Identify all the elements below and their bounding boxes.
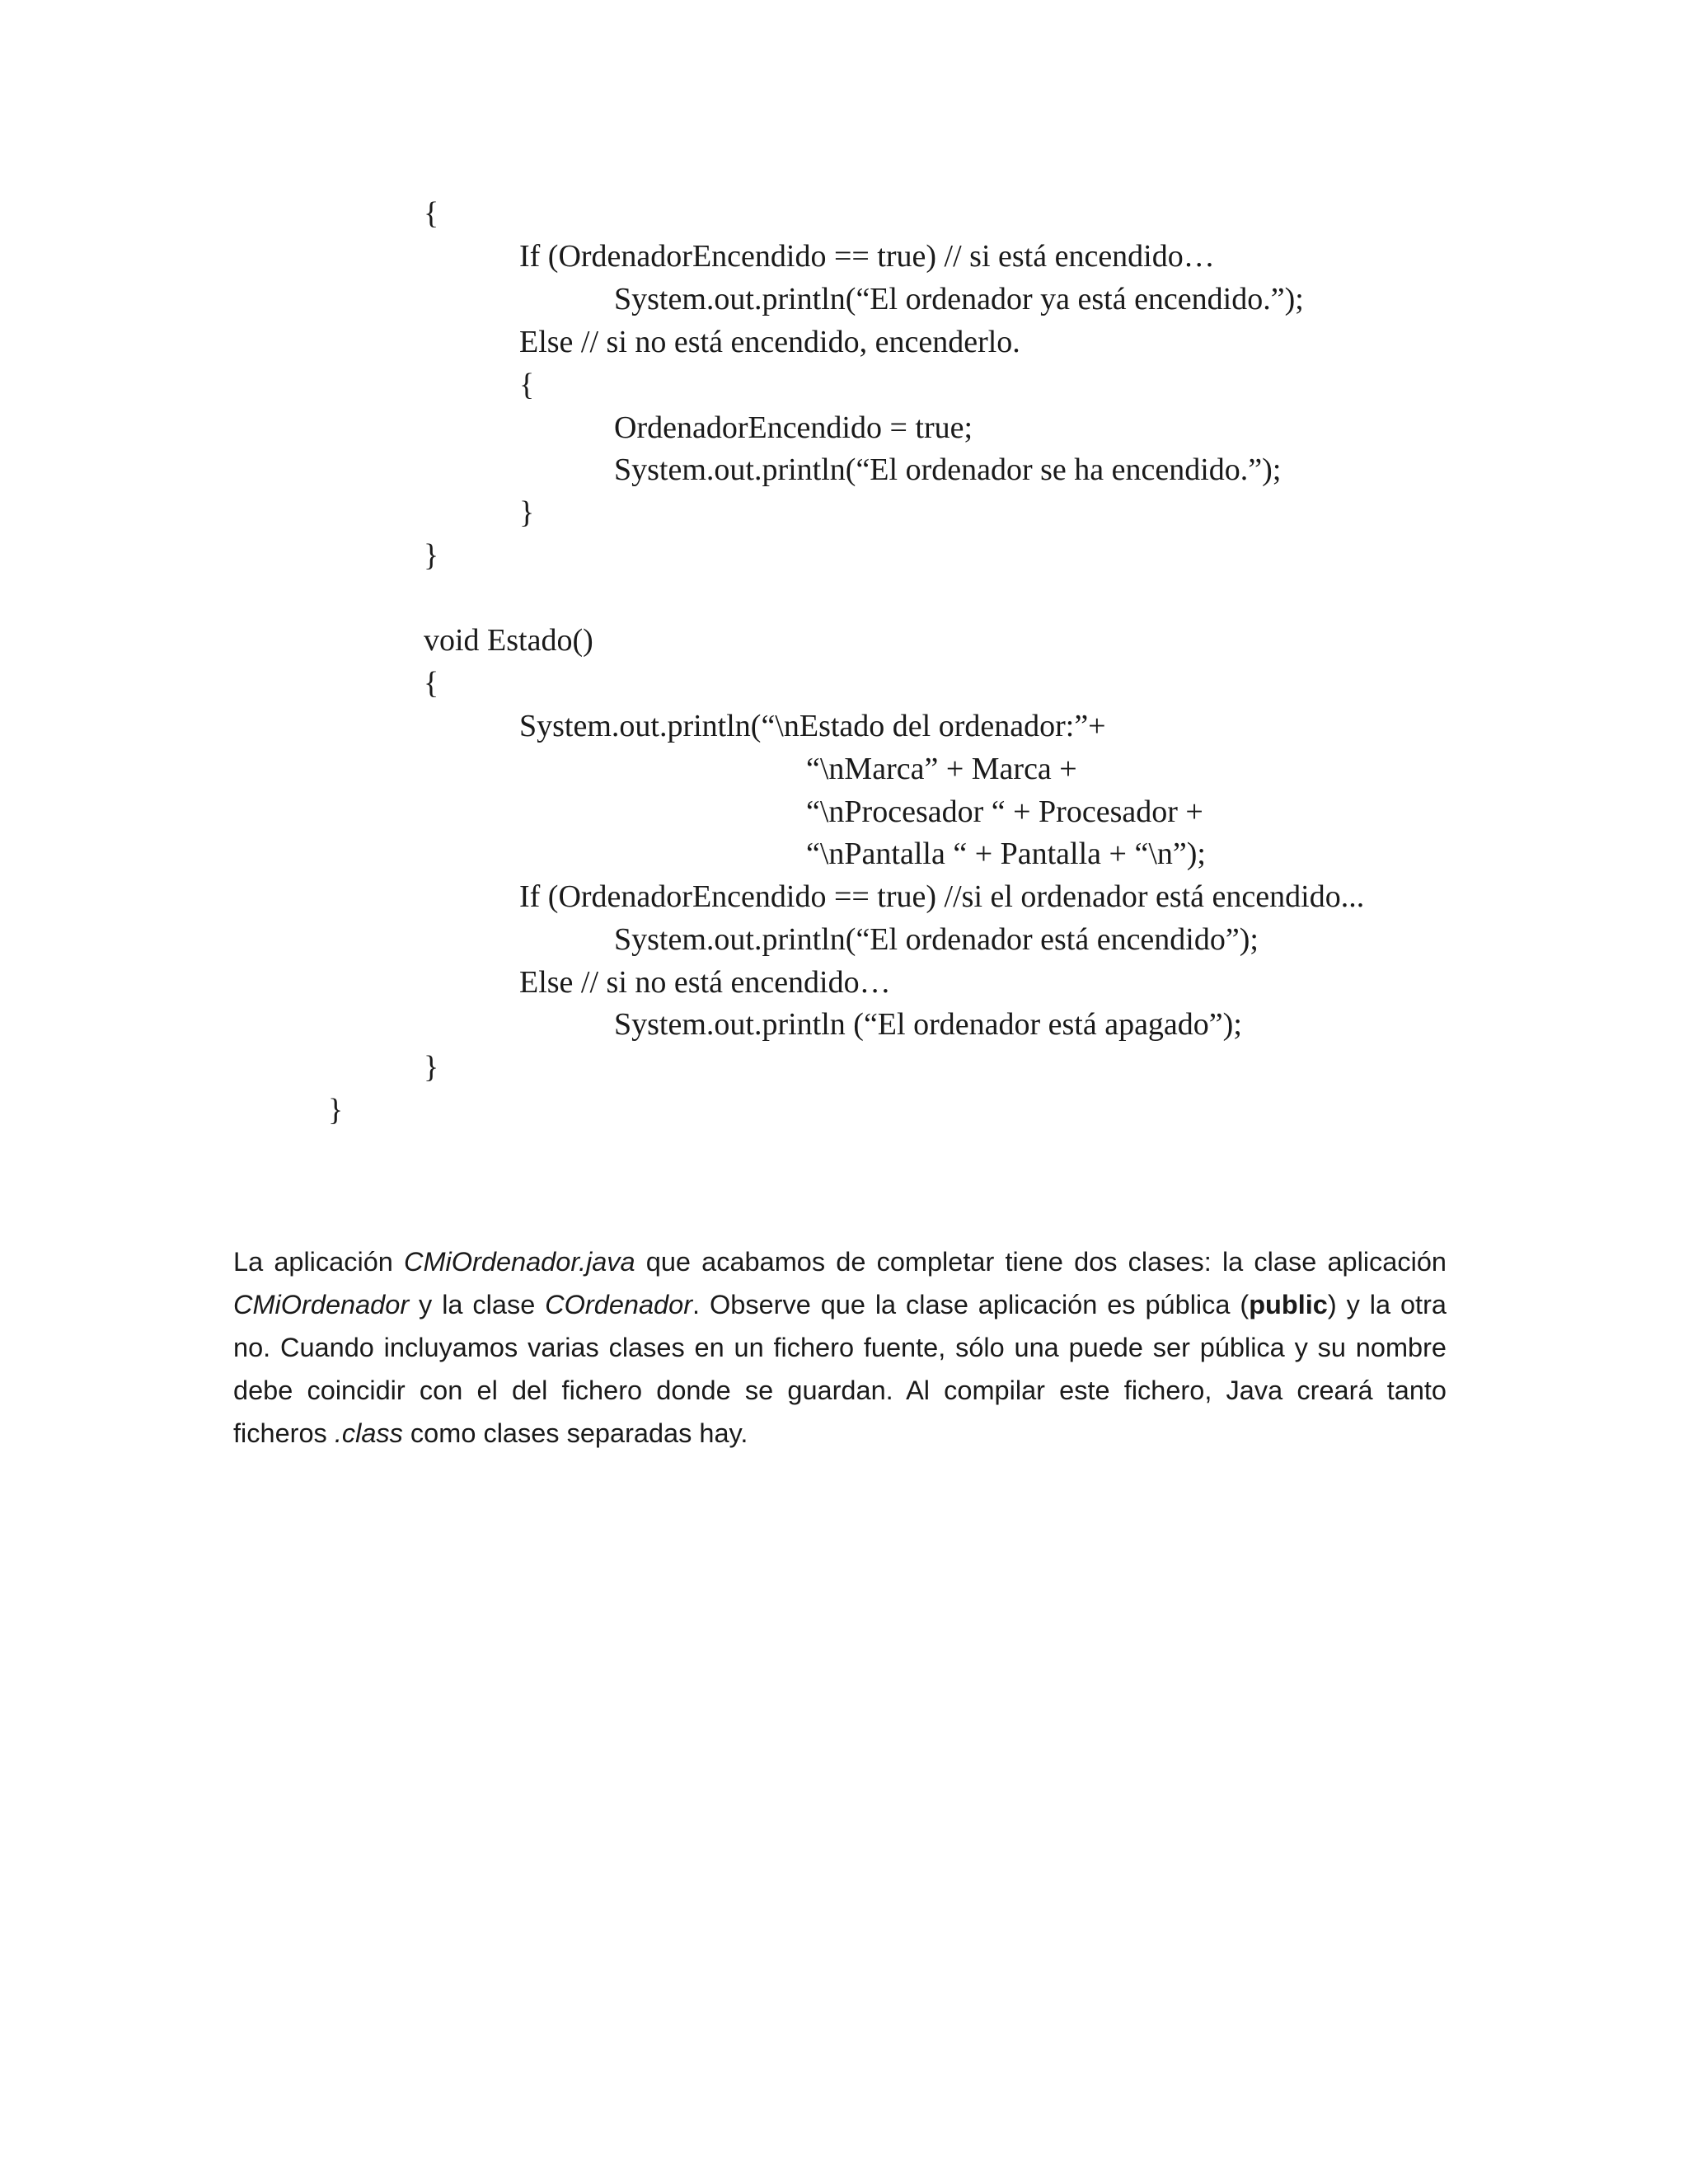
- code-line: System.out.println(“El ordenador está encendido”);: [614, 922, 1259, 957]
- code-line: }: [424, 538, 439, 573]
- code-line: Else // si no está encendido, encenderlo.: [519, 325, 1020, 359]
- text-run: ficheros: [233, 1418, 335, 1448]
- code-line: If (OrdenadorEncendido == true) //si el ordenador está encendido...: [519, 879, 1365, 914]
- text-run: COrdenador: [545, 1290, 693, 1319]
- code-line: System.out.println(“El ordenador se ha encendido.”);: [614, 452, 1282, 487]
- code-line: System.out.println(“\nEstado del ordenador:”+: [519, 709, 1106, 743]
- text-run: La aplicación: [233, 1247, 405, 1277]
- code-line: If (OrdenadorEncendido == true) // si está encendido…: [519, 239, 1215, 274]
- code-line: “\nPantalla “ + Pantalla + “\n”);: [806, 837, 1206, 871]
- paragraph-line: [233, 1240, 1447, 1283]
- code-line: void Estado(): [424, 623, 593, 658]
- text-run: y la clase: [409, 1290, 546, 1319]
- keyword-public: public: [1249, 1290, 1328, 1319]
- code-line: }: [519, 495, 535, 530]
- text-run: .class: [334, 1418, 403, 1448]
- paragraph-line: debe coincidir con el del fichero donde se guardan. Al compilar este fichero, Java creará tanto: [233, 1376, 1447, 1405]
- code-line: System.out.println (“El ordenador está apagado”);: [614, 1007, 1242, 1042]
- text-run: CMiOrdenador: [233, 1290, 410, 1319]
- code-line: {: [519, 368, 535, 402]
- code-line: {: [424, 196, 439, 231]
- code-line: System.out.println(“El ordenador ya está encendido.”);: [614, 282, 1304, 316]
- code-line: }: [424, 1050, 439, 1085]
- paragraph-line: [233, 1283, 1447, 1326]
- code-line: “\nMarca” + Marca +: [806, 752, 1077, 786]
- code-line: OrdenadorEncendido = true;: [614, 410, 973, 445]
- code-line: }: [328, 1093, 344, 1127]
- text-run: . Observe que la clase aplicación es pública (: [692, 1290, 1250, 1319]
- paragraph-line: [233, 1412, 1447, 1455]
- text-run: ) y la otra: [1327, 1290, 1447, 1319]
- body-paragraph: [233, 1240, 1447, 1455]
- paragraph-line: no. Cuando incluyamos varias clases en un fichero fuente, sólo una puede ser pública y su nombre: [233, 1333, 1447, 1362]
- text-run: CMiOrdenador.java: [404, 1247, 635, 1277]
- text-run: como clases separadas hay.: [402, 1418, 748, 1448]
- code-line: Else // si no está encendido…: [519, 965, 891, 1000]
- code-line: “\nProcesador “ + Procesador +: [806, 794, 1203, 829]
- text-run: que acabamos de completar tiene dos clases: la clase aplicación: [635, 1247, 1447, 1277]
- code-line: {: [424, 666, 439, 701]
